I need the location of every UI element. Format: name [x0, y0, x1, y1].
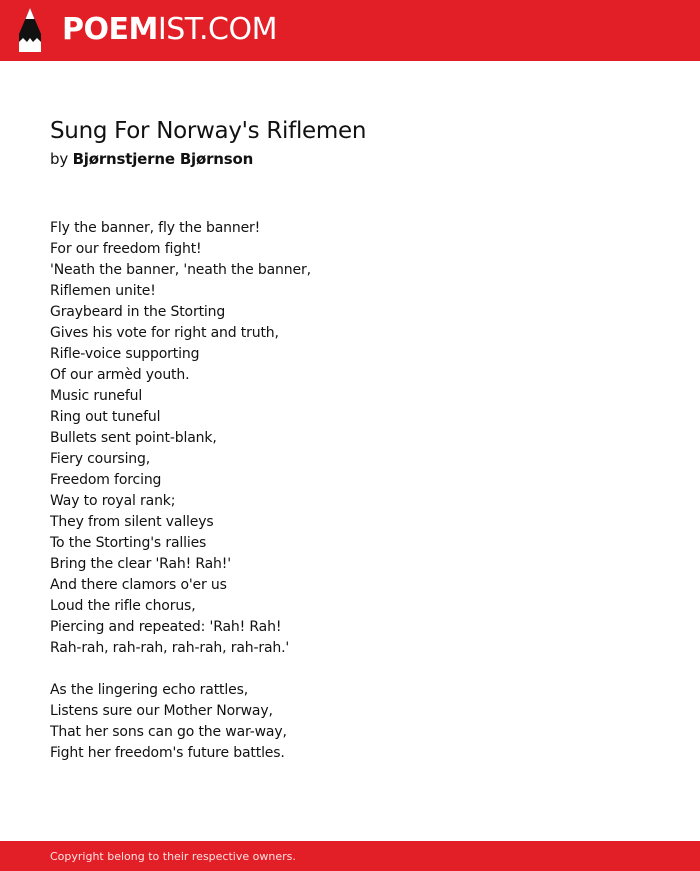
poem-line: Way to royal rank; — [50, 493, 176, 509]
poem-line: Fight her freedom's future battles. — [50, 745, 285, 761]
poem-body — [50, 218, 650, 785]
by-label: by — [50, 150, 68, 168]
poem-line: Rifle-voice supporting — [50, 346, 200, 362]
copyright-text: Copyright belong to their respective owners. — [50, 850, 296, 863]
byline — [50, 148, 253, 170]
site-footer — [0, 841, 700, 871]
poem-line: Gives his vote for right and truth, — [50, 325, 279, 341]
poem-line: Bullets sent point-blank, — [50, 430, 217, 446]
poem-line: Riflemen unite! — [50, 283, 156, 299]
stanza — [50, 218, 650, 659]
pencil-icon[interactable] — [17, 8, 43, 52]
poem-line: Music runeful — [50, 388, 143, 404]
poem-line: 'Neath the banner, 'neath the banner, — [50, 262, 311, 278]
poem-line: Freedom forcing — [50, 472, 162, 488]
poem-line: Rah-rah, rah-rah, rah-rah, rah-rah.' — [50, 640, 290, 656]
site-header — [0, 0, 700, 61]
poem-line: As the lingering echo rattles, — [50, 682, 249, 698]
site-logo-text[interactable] — [62, 11, 277, 49]
poem-line: Loud the rifle chorus, — [50, 598, 196, 614]
poem-line: Listens sure our Mother Norway, — [50, 703, 273, 719]
stanza — [50, 680, 650, 764]
poem-line: Piercing and repeated: 'Rah! Rah! — [50, 619, 282, 635]
poem-line: Fly the banner, fly the banner! — [50, 220, 261, 236]
poem-line: To the Storting's rallies — [50, 535, 207, 551]
poem-line: For our freedom fight! — [50, 241, 202, 257]
brand-bold: POEM — [62, 12, 158, 47]
poem-line: Ring out tuneful — [50, 409, 161, 425]
poem-line: Graybeard in the Storting — [50, 304, 226, 320]
author-name: Bjørnstjerne Bjørnson — [72, 150, 254, 168]
brand-light: IST.COM — [157, 12, 277, 47]
poem-line: That her sons can go the war-way, — [50, 724, 287, 740]
poem-line: They from silent valleys — [50, 514, 214, 530]
poem-line: Bring the clear 'Rah! Rah!' — [50, 556, 231, 572]
poem-line: Of our armèd youth. — [50, 367, 190, 383]
poem-title: Sung For Norway's Riflemen — [50, 118, 367, 144]
poem-line: And there clamors o'er us — [50, 577, 227, 593]
poem-line: Fiery coursing, — [50, 451, 151, 467]
